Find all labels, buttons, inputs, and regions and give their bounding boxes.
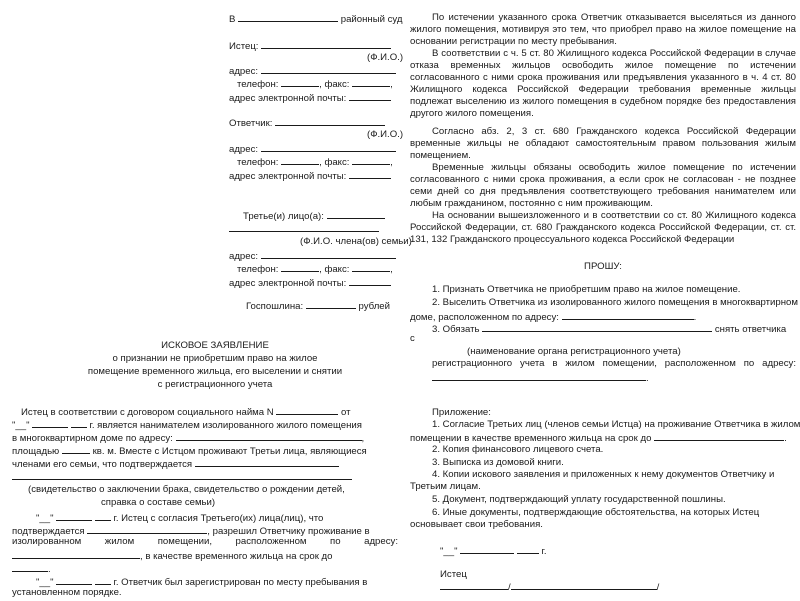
paragraph-refusal: По истечении указанного срока Ответчик отказывается выселяться из данного жилого помещения, мотивируя это тем, что приобрел право на жилое помещение на основании регистрации по месту пребывания. (410, 12, 796, 47)
defendant-address-line: адрес: (229, 142, 396, 156)
court-name-blank (238, 12, 338, 22)
body-line: , в качестве временного жильца на срок до (12, 549, 333, 563)
body-line: членами его семьи, что подтверждается (12, 457, 339, 471)
registration-body-note: (наименование органа регистрационного учета) (467, 346, 681, 357)
body-line: установленном порядке. (12, 587, 122, 598)
body-line: "__" г. является нанимателем изолированного жилого помещения (12, 420, 362, 431)
request-item-1: 1. Признать Ответчика не приобретшим право на жилое помещение. (432, 284, 741, 295)
evidence-note-1: (свидетельство о заключении брака, свидетельство о рождении детей, (28, 484, 345, 495)
third-party-line: Третье(и) лицо(а): (243, 209, 385, 223)
body-line (12, 470, 352, 484)
defendant-phone-line: телефон: , факс: , (237, 157, 393, 168)
body-line: в многоквартирном доме по адресу: , (12, 433, 365, 444)
document-title: ИСКОВОЕ ЗАЯВЛЕНИЕ (161, 340, 269, 351)
plaintiff-name-blank (261, 39, 391, 49)
request-item-2: 2. Выселить Ответчика из изолированного жилого помещения в многоквартирном (432, 297, 798, 308)
body-line: площадью кв. м. Вместе с Истцом проживают Третьи лица, являющиеся (12, 446, 367, 457)
body-line: . (12, 562, 51, 576)
request-item-3-c: с (410, 333, 415, 344)
defendant-fio-note: (Ф.И.О.) (367, 129, 404, 140)
signature-date: "__" г. (440, 546, 547, 557)
paragraph-basis: На основании вышеизложенного и в соответствии со ст. 80 Жилищного кодекса Российской Федерации, ст. 680 Гражданского кодекса Российской Федерации, ст. ст. 131, 132 Гражданского процессуального кодекса Российской Федерации (410, 210, 796, 245)
attachment-4-cont: Третьим лицам. (410, 481, 481, 492)
paragraph-obligations: Временные жильцы обязаны освободить жилое помещение по истечении согласованного с ними срока проживания, а если срок не согласован - не позднее семи дней со дня предъявления соответствующего требования нанимателем или любым гражданином, постоянно с ним проживающим. (410, 162, 796, 209)
request-item-3-address: . (432, 371, 649, 385)
attachment-4: 4. Копии искового заявления и приложенных к нему документов Ответчику и (432, 469, 775, 480)
body-line: "__" г. Истец с согласия Третьего(их) лица(лиц), что (36, 513, 324, 524)
attachment-1: 1. Согласие Третьих лиц (членов семьи Истца) на проживание Ответчика в жилом (432, 419, 800, 430)
defendant-name-blank (275, 116, 385, 126)
plaintiff-email-line: адрес электронной почты: (229, 91, 391, 105)
request-item-2-address: доме, расположенном по адресу: . (410, 312, 697, 323)
third-party-address-line: адрес: (229, 249, 396, 263)
third-party-email-line: адрес электронной почты: (229, 276, 391, 290)
title-line-1: о признании не приобретшим право на жилое (112, 353, 318, 364)
fee-line: Госпошлина: рублей (246, 301, 391, 312)
plaintiff-line: Истец: (229, 39, 391, 53)
attachment-1-term: помещении в качестве временного жильца на срок до . (410, 433, 787, 444)
paragraph-law-80: В соответствии с ч. 5 ст. 80 Жилищного кодекса Российской Федерации в случае отказа временных жильцов освободить жилое помещение по истечении согласованного с ними срока проживания или предъявления указанного в ч. 4 ст. 80 Жилищного кодекса Российской Федерации требования временные жильцы подлежат выселению из жилого помещения в судебном порядке без предоставления другого жилого помещения. (410, 48, 796, 119)
body-line: изолированном жилом помещении, расположенном по адресу: (12, 536, 398, 547)
body-line: "__" г. Ответчик был зарегистрирован по месту пребывания в (36, 577, 368, 588)
request-item-3: 3. Обязать снять ответчика (432, 324, 787, 335)
plaintiff-address-line: адрес: (229, 64, 396, 78)
defendant-email-line: адрес электронной почты: (229, 169, 391, 183)
attachment-3: 3. Выписка из домовой книги. (432, 457, 564, 468)
right-column (406, 0, 800, 601)
plaintiff-phone-line: телефон: , факс: , (237, 79, 393, 90)
court-line: В районный суд (229, 14, 403, 25)
attachment-6-cont: основывает свои требования. (410, 519, 543, 530)
attachments-heading: Приложение: (432, 407, 491, 418)
third-party-phone-line: телефон: , факс: , (237, 264, 393, 275)
body-line: Истец в соответствии с договором социального найма N от (21, 407, 351, 418)
third-party-blank (229, 222, 379, 236)
attachment-2: 2. Копия финансового лицевого счета. (432, 444, 604, 455)
request-item-3-line: регистрационного учета в жилом помещении, расположенном по адресу: (432, 358, 796, 369)
paragraph-law-680: Согласно абз. 2, 3 ст. 680 Гражданского кодекса Российской Федерации временные жильцы не обладают самостоятельным правом пользования жилым помещением. (410, 126, 796, 161)
plaintiff-fio-note: (Ф.И.О.) (367, 52, 404, 63)
evidence-note-2: справка о составе семьи) (101, 497, 216, 508)
family-fio-note: (Ф.И.О. члена(ов) семьи) (300, 236, 412, 247)
signer-label: Истец (440, 569, 467, 580)
signature-line: / / (440, 580, 659, 594)
body-line: подтверждается , разрешил Ответчику проживание в (12, 526, 370, 537)
title-line-3: с регистрационного учета (157, 379, 273, 390)
attachment-5: 5. Документ, подтверждающий уплату государственной пошлины. (432, 494, 726, 505)
request-heading: ПРОШУ: (584, 261, 622, 272)
title-line-2: помещение временного жильца, его выселении и снятии (87, 366, 343, 377)
attachment-6: 6. Иные документы, подтверждающие обстоятельства, на которых Истец (432, 507, 760, 518)
defendant-line: Ответчик: (229, 116, 385, 130)
